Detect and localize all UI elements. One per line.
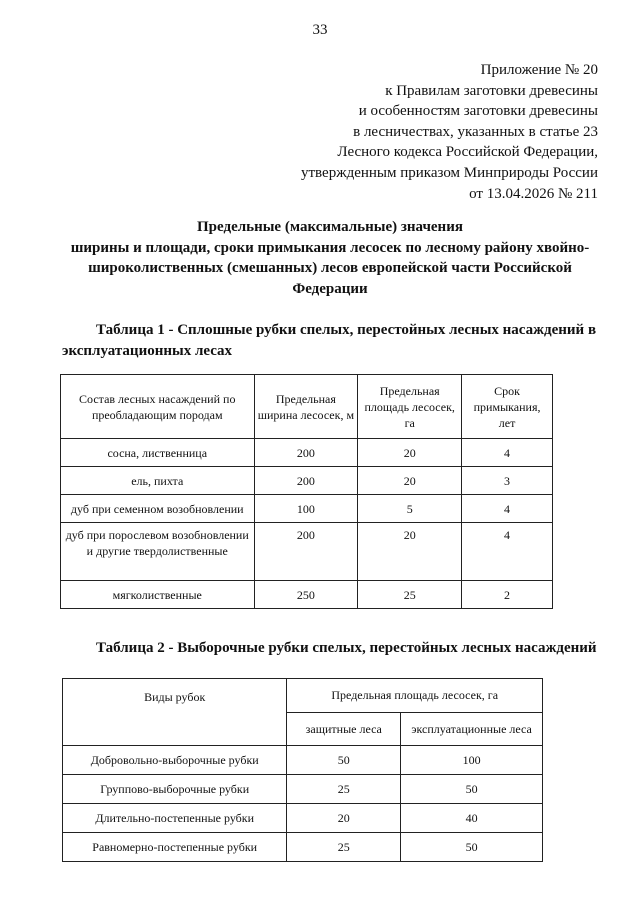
table-cell: 4 — [462, 495, 553, 523]
table2 — [62, 678, 543, 862]
table-cell: 4 — [462, 523, 553, 581]
table-cell: 100 — [254, 495, 358, 523]
table-cell: 20 — [287, 804, 401, 833]
table-row — [61, 581, 553, 609]
table-row — [61, 495, 553, 523]
table2-subheader-cell: эксплуатационные леса — [401, 712, 543, 746]
table-cell: 200 — [254, 439, 358, 467]
title-line: Федерации — [292, 280, 368, 297]
appendix-line: в лесничествах, указанных в статье 23 — [353, 123, 598, 140]
table-cell: 250 — [254, 581, 358, 609]
document-title — [60, 217, 600, 299]
table-row — [63, 746, 543, 775]
table1-header-row — [61, 375, 553, 439]
table-cell: дуб при порослевом возобновлении и другие твердолиственные — [61, 523, 255, 581]
table-row — [63, 775, 543, 804]
table-cell: 4 — [462, 439, 553, 467]
table1-caption-line: эксплуатационных лесах — [62, 342, 233, 359]
title-line: широколиственных (смешанных) лесов европейской части Российской — [88, 260, 572, 276]
table-cell: 20 — [358, 523, 462, 581]
table-cell: ель, пихта — [61, 467, 255, 495]
table-cell: 100 — [401, 746, 543, 775]
table2-header-cell: Предельная площадь лесосек, га — [287, 679, 543, 713]
appendix-line: Приложение № 20 — [480, 62, 598, 78]
table-cell: 2 — [462, 581, 553, 609]
table2-caption: Таблица 2 - Выборочные рубки спелых, перестойных лесных насаждений — [96, 640, 597, 656]
table-cell: Длительно-постепенные рубки — [63, 804, 287, 833]
table-cell: 25 — [358, 581, 462, 609]
table-row — [61, 467, 553, 495]
table1-caption-line: Таблица 1 - Сплошные рубки спелых, перестойных лесных насаждений в — [96, 322, 597, 338]
table-cell: 25 — [287, 775, 401, 804]
table-cell: Добровольно-выборочные рубки — [63, 746, 287, 775]
table-cell: 20 — [358, 467, 462, 495]
appendix-block — [301, 60, 598, 204]
table1-header-cell: Состав лесных насаждений по преобладающим породам — [61, 375, 255, 439]
table-cell: 3 — [462, 467, 553, 495]
appendix-line: и особенностям заготовки древесины — [358, 103, 598, 120]
table2-header-row — [63, 679, 543, 713]
table-cell: 5 — [358, 495, 462, 523]
table-cell: сосна, лиственница — [61, 439, 255, 467]
table-cell: Группово-выборочные рубки — [63, 775, 287, 804]
table-cell: мягколиственные — [61, 581, 255, 609]
page-number: 33 — [312, 22, 328, 38]
title-line: ширины и площади, сроки примыкания лесосек по лесному району хвойно- — [70, 239, 590, 256]
table-cell: 25 — [287, 833, 401, 862]
table-cell: 50 — [287, 746, 401, 775]
table1 — [60, 374, 553, 609]
appendix-line: к Правилам заготовки древесины — [385, 82, 598, 99]
table-cell: 200 — [254, 467, 358, 495]
table2-subheader-cell: защитные леса — [287, 712, 401, 746]
appendix-line: утвержденным приказом Минприроды России — [301, 164, 598, 181]
table-row — [61, 523, 553, 581]
table1-header-cell: Срок примыкания, лет — [462, 375, 553, 439]
title-line: Предельные (максимальные) значения — [197, 219, 463, 235]
table-cell: Равномерно-постепенные рубки — [63, 833, 287, 862]
table1-header-cell: Предельная ширина лесосек, м — [254, 375, 358, 439]
table-cell: 40 — [401, 804, 543, 833]
appendix-line: Лесного кодекса Российской Федерации, — [337, 144, 598, 161]
appendix-line: от 13.04.2026 № 211 — [469, 185, 598, 202]
table-cell: 50 — [401, 833, 543, 862]
table-cell: 200 — [254, 523, 358, 581]
table-row — [61, 439, 553, 467]
table1-caption — [62, 320, 602, 361]
table-row — [63, 833, 543, 862]
table2-header-cell: Виды рубок — [63, 679, 287, 746]
table1-header-cell: Предельная площадь лесосек, га — [358, 375, 462, 439]
table-row — [63, 804, 543, 833]
table-cell: 50 — [401, 775, 543, 804]
table-cell: дуб при семенном возобновлении — [61, 495, 255, 523]
table-cell: 20 — [358, 439, 462, 467]
